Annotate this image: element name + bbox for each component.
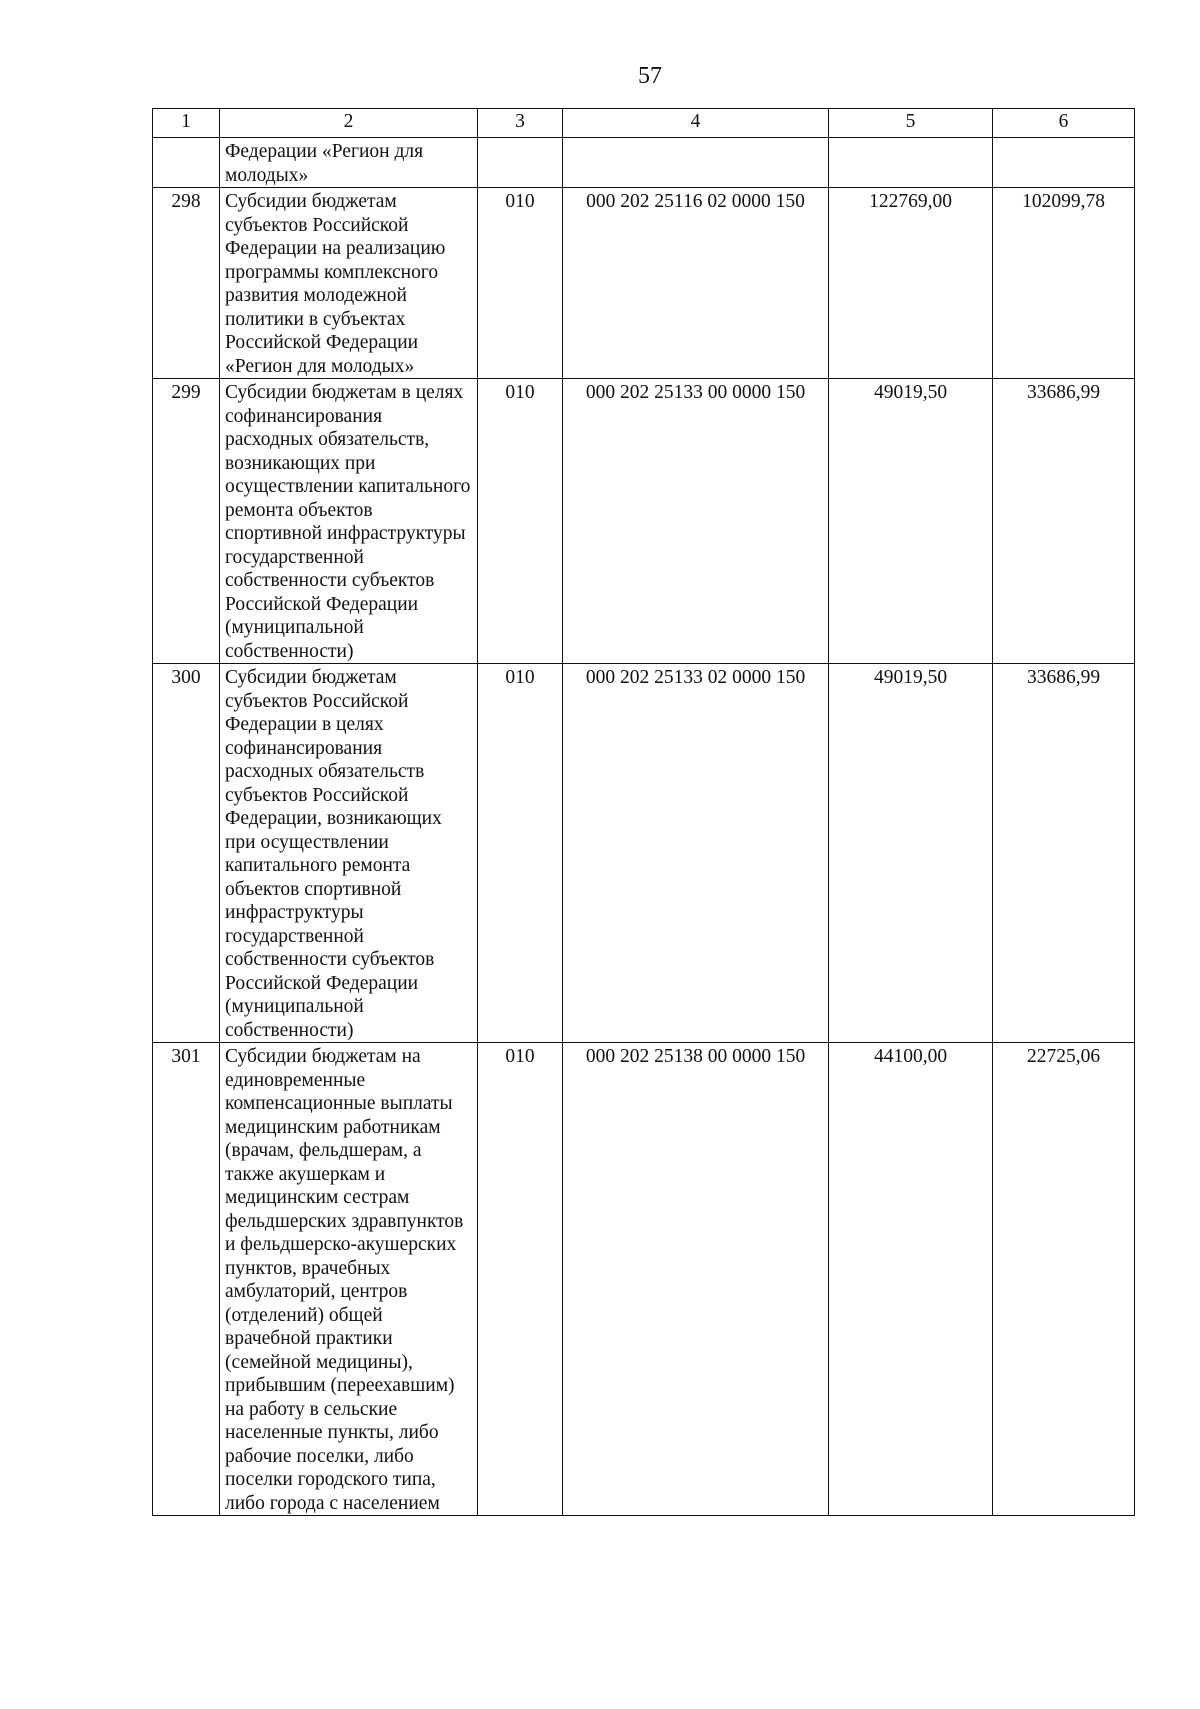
table-row bbox=[153, 188, 1135, 379]
row-value-6: 102099,78 bbox=[993, 188, 1135, 379]
row-code: 010 bbox=[478, 188, 563, 379]
row-number: 298 bbox=[153, 188, 220, 379]
row-value-5: 44100,00 bbox=[829, 1043, 993, 1516]
row-kbk-code: 000 202 25133 00 0000 150 bbox=[563, 379, 829, 664]
row-value-6: 33686,99 bbox=[993, 664, 1135, 1043]
table-row bbox=[153, 1043, 1135, 1516]
column-header-3: 3 bbox=[478, 109, 563, 138]
row-description: Субсидии бюджетам субъектов Российской Федерации на реализацию программы комплексного развития молодежной политики в субъектах Российской Федерации «Регион для молодых» bbox=[220, 188, 478, 379]
page-number: 57 bbox=[638, 63, 662, 89]
row-code: 010 bbox=[478, 1043, 563, 1516]
row-description: Субсидии бюджетам субъектов Российской Федерации в целях софинансирования расходных обязательств субъектов Российской Федерации, возникающих при осуществлении капитального ремонта объектов спортивной инфраструктуры государственной собственности субъектов Российской Федерации (муниципальной собственности) bbox=[220, 664, 478, 1043]
column-header-5: 5 bbox=[829, 109, 993, 138]
row-value-6 bbox=[993, 138, 1135, 188]
row-value-5: 122769,00 bbox=[829, 188, 993, 379]
column-header-1: 1 bbox=[153, 109, 220, 138]
row-value-5 bbox=[829, 138, 993, 188]
column-header-4: 4 bbox=[563, 109, 829, 138]
row-number: 301 bbox=[153, 1043, 220, 1516]
row-description: Субсидии бюджетам в целях софинансирования расходных обязательств, возникающих при осуществлении капитального ремонта объектов спортивной инфраструктуры государственной собственности субъектов Российской Федерации (муниципальной собственности) bbox=[220, 379, 478, 664]
row-value-5: 49019,50 bbox=[829, 379, 993, 664]
column-header-2: 2 bbox=[220, 109, 478, 138]
row-description: Федерации «Регион для молодых» bbox=[220, 138, 478, 188]
table-row bbox=[153, 379, 1135, 664]
row-code: 010 bbox=[478, 379, 563, 664]
row-value-6: 22725,06 bbox=[993, 1043, 1135, 1516]
column-header-6: 6 bbox=[993, 109, 1135, 138]
table-header-row bbox=[153, 109, 1135, 138]
row-number: 300 bbox=[153, 664, 220, 1043]
row-number: 299 bbox=[153, 379, 220, 664]
row-kbk-code: 000 202 25133 02 0000 150 bbox=[563, 664, 829, 1043]
row-number bbox=[153, 138, 220, 188]
row-value-6: 33686,99 bbox=[993, 379, 1135, 664]
row-value-5: 49019,50 bbox=[829, 664, 993, 1043]
row-kbk-code bbox=[563, 138, 829, 188]
row-description: Субсидии бюджетам на единовременные компенсационные выплаты медицинским работникам (врачам, фельдшерам, а также акушеркам и медицинским сестрам фельдшерских здравпунктов и фельдшерско-акушерских пунктов, врачебных амбулаторий, центров (отделений) общей врачебной практики (семейной медицины), прибывшим (переехавшим) на работу в сельские населенные пункты, либо рабочие поселки, либо поселки городского типа, либо города с населением bbox=[220, 1043, 478, 1516]
row-kbk-code: 000 202 25138 00 0000 150 bbox=[563, 1043, 829, 1516]
budget-table bbox=[152, 108, 1135, 1516]
table-row bbox=[153, 664, 1135, 1043]
row-kbk-code: 000 202 25116 02 0000 150 bbox=[563, 188, 829, 379]
row-code: 010 bbox=[478, 664, 563, 1043]
table-row bbox=[153, 138, 1135, 188]
row-code bbox=[478, 138, 563, 188]
